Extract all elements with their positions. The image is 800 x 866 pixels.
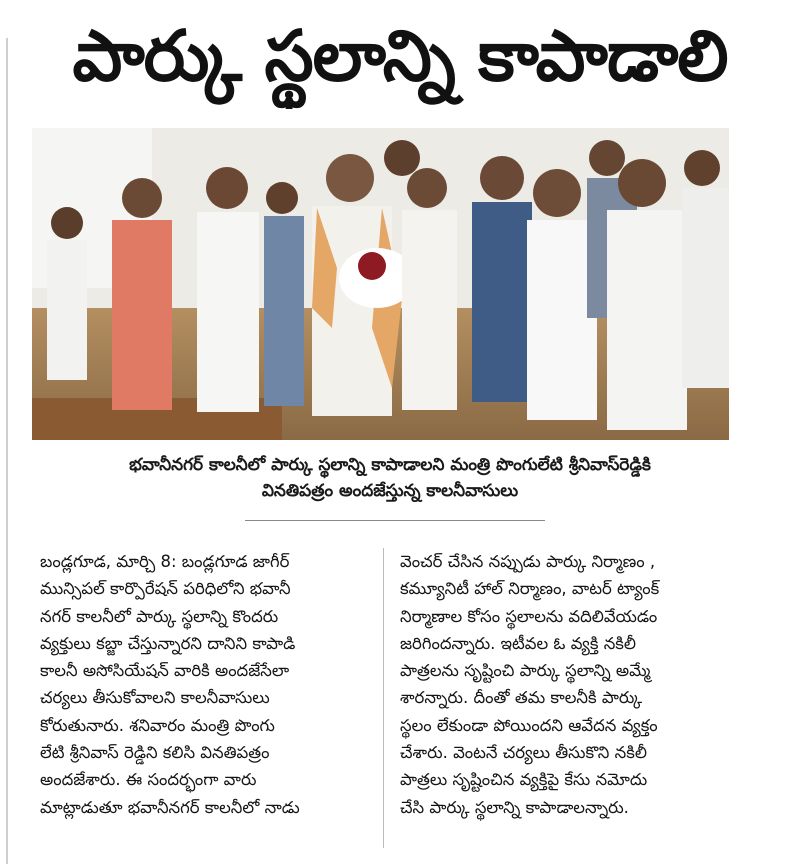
news-photo <box>32 128 729 440</box>
group-photo-illustration <box>32 128 729 440</box>
photo-caption <box>40 452 740 504</box>
article-line: నగర్ కాలనీలో పార్కు స్థలాన్ని కొందరు <box>40 606 279 626</box>
article-line: పాత్రలు సృష్టించిన వ్యక్తిపై కేసు నమోదు <box>400 770 648 790</box>
article-line: కోరుతునారు. శనివారం మంత్రి పొంగు <box>40 715 275 735</box>
article-line: కమ్యూనిటీ హాల్ నిర్మాణం, వాటర్ ట్యాంక్ <box>400 579 660 599</box>
caption-rule <box>245 520 545 521</box>
article-line: వ్యక్తులు కబ్జా చేస్తున్నారని దానిని కాపాడి <box>40 633 296 653</box>
headline: పార్కు స్థలాన్ని కాపాడాలి <box>72 15 728 97</box>
article-left-column <box>40 548 375 821</box>
article-line: మాట్లాడుతూ భవానీనగర్ కాలనీలో నాడు <box>40 797 300 817</box>
article-line: చేశారు. వెంటనే చర్యలు తీసుకొని నకిలీ <box>400 743 647 763</box>
article-line: శారన్నారు. దీంతో తమ కాలనీకి పార్కు <box>400 688 643 708</box>
article-line: మున్సిపల్ కార్పొరేషన్ పరిధిలోని భవానీ <box>40 579 291 599</box>
article-line: బండ్లగూడ, మార్చి 8: బండ్లగూడ జాగీర్ <box>40 552 290 571</box>
article-line: నిర్మాణాల కోసం స్థలాలను వదిలివేయడం <box>400 606 658 626</box>
column-divider <box>383 548 384 848</box>
caption-line-1: భవానీనగర్ కాలనీలో పార్కు స్థలాన్ని కాపాడాలని మంత్రి పొంగులేటి శ్రీనివాస్‌రెడ్డికి <box>129 455 651 475</box>
article-right-column <box>400 548 750 821</box>
article-line: జరిగిందన్నారు. ఇటీవల ఓ వ్యక్తి నకిలీ <box>400 633 636 653</box>
article-line: చేసి పార్కు స్థలాన్ని కాపాడాలన్నారు. <box>400 797 629 817</box>
article-line: చర్యలు తీసుకోవాలని కాలనీవాసులు <box>40 688 270 708</box>
article-line: పాత్రలను సృష్టించి పార్కు స్థలాన్ని అమ్మే <box>400 661 651 681</box>
article-line: వెంచర్ చేసిన నప్పుడు పార్కు నిర్మాణం , <box>400 552 656 571</box>
article-line: కాలనీ అసోసియేషన్ వారికి అందజేసేలా <box>40 661 290 681</box>
article-line: స్థలం లేకుండా పోయిందని ఆవేదన వ్యక్తం <box>400 715 658 735</box>
article-line: లేటి శ్రీనివాస్ రెడ్డిని కలిసి వినతిపత్రం <box>40 743 270 763</box>
article-line: అందజేశారు. ఈ సందర్భంగా వారు <box>40 770 257 790</box>
caption-line-2: వినతిపత్రం అందజేస్తున్న కాలనీవాసులు <box>261 481 519 501</box>
left-column-rule <box>6 38 8 864</box>
